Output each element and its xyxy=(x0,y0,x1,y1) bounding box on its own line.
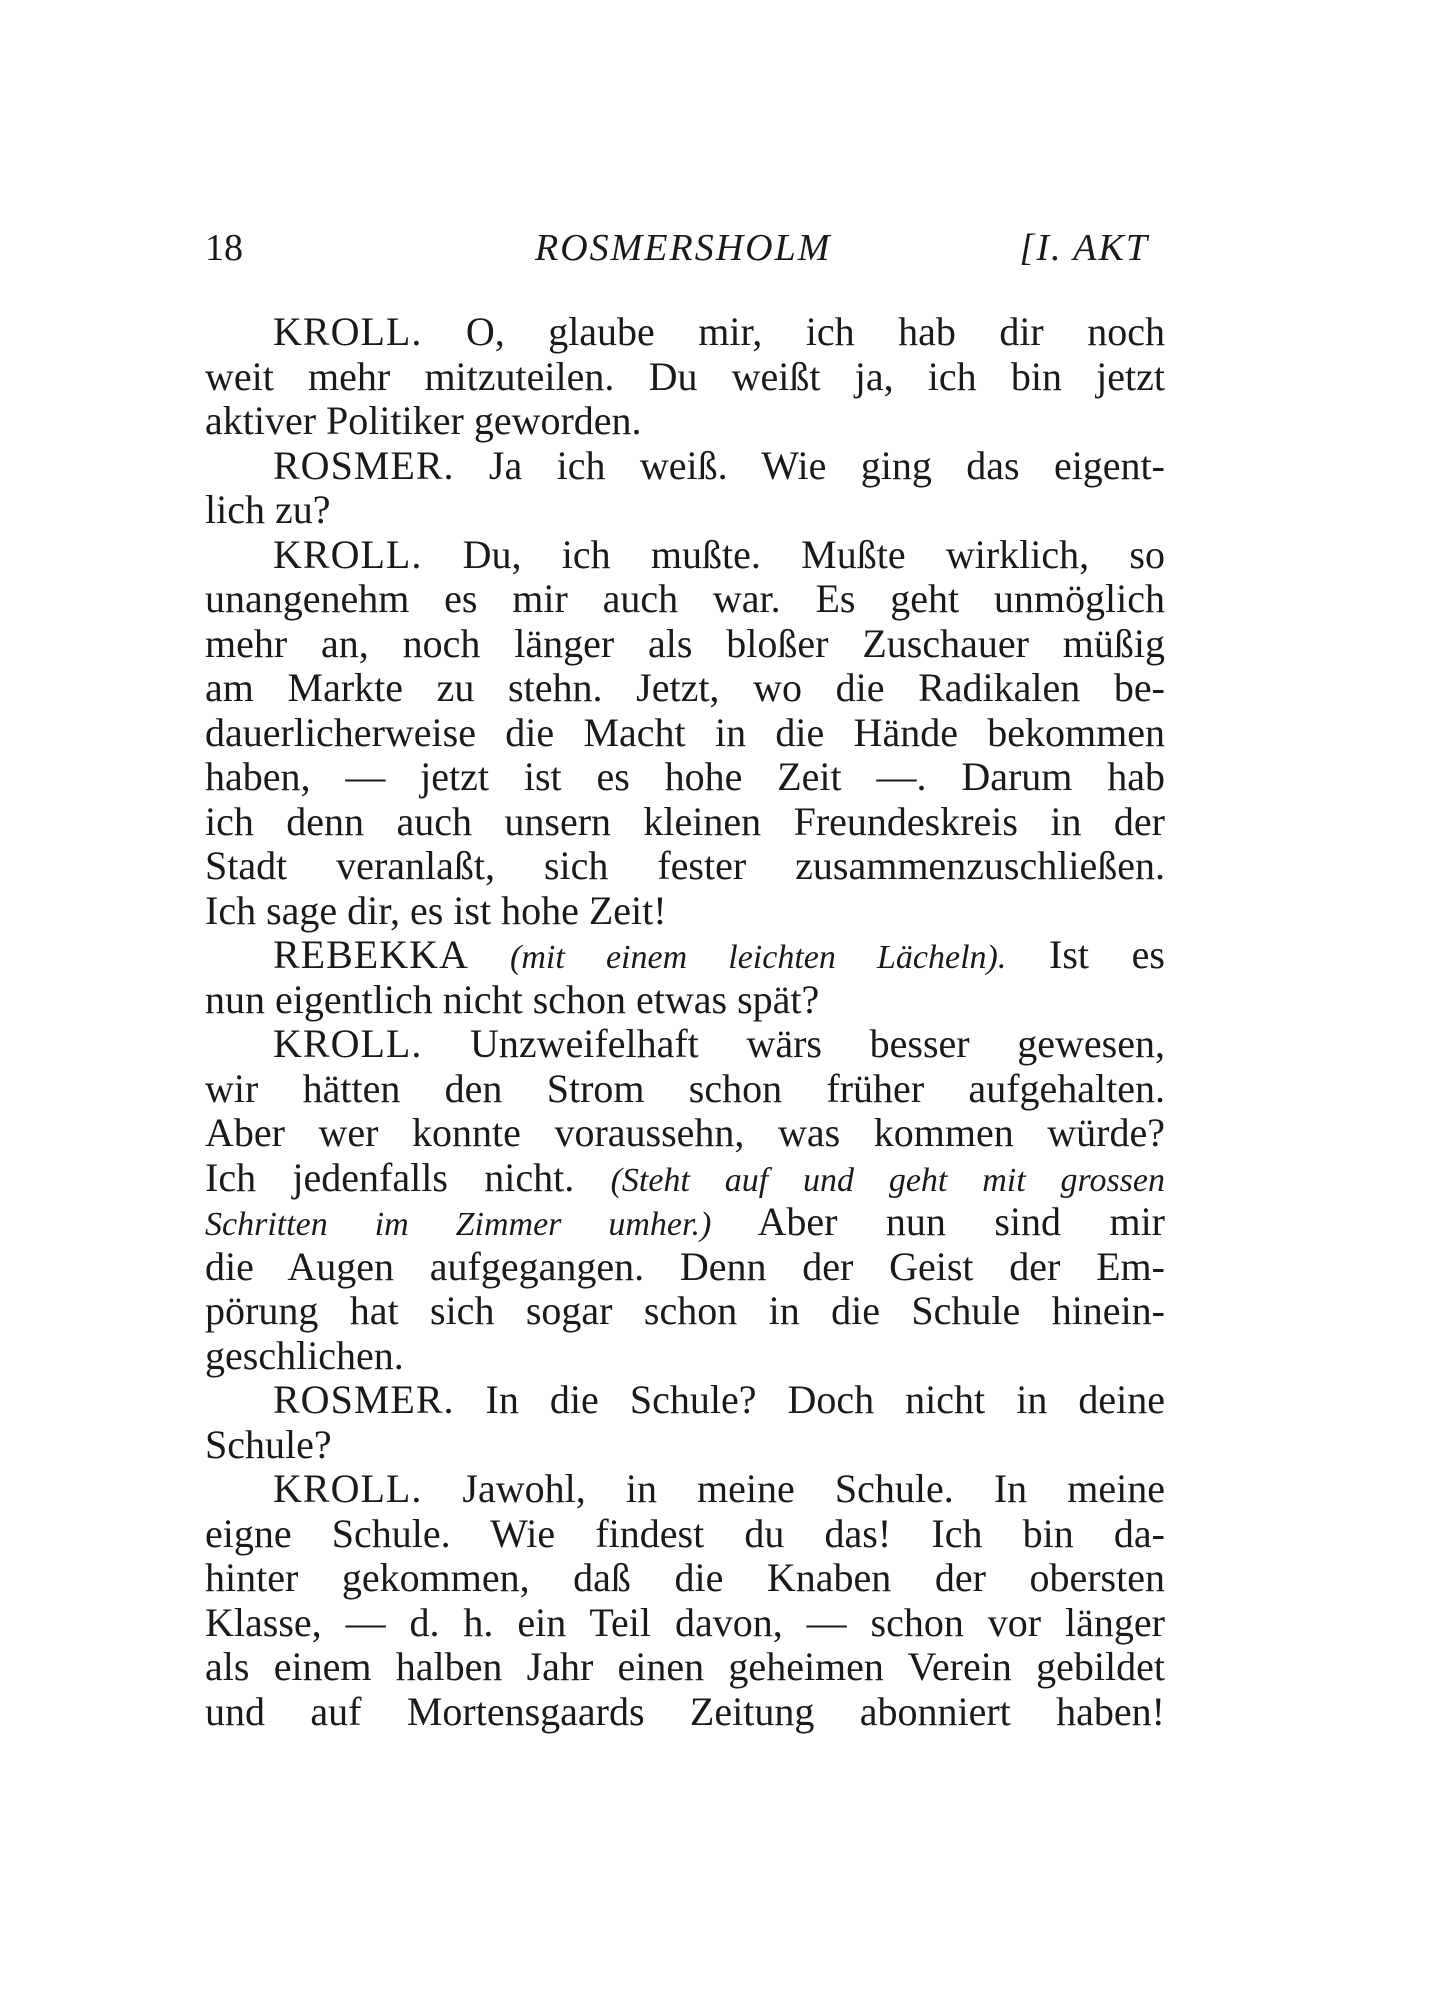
line-text: eigne Schule. Wie findest du das! Ich bin da- xyxy=(205,1510,1165,1556)
speaker-name: KROLL. xyxy=(273,1466,423,1511)
text-line xyxy=(205,755,1165,800)
line-text: die Augen aufgegangen. Denn der Geist der Em- xyxy=(205,1243,1165,1289)
line-text: O, glaube mir, ich hab dir noch xyxy=(422,309,1165,354)
line-text: Ja ich weiß. Wie ging das eigent- xyxy=(454,442,1165,488)
text-line xyxy=(205,1556,1165,1601)
text-line xyxy=(205,1423,1165,1468)
text-line xyxy=(205,889,1165,934)
line-text: dauerlicherweise die Macht in die Hände bekommen xyxy=(205,709,1165,755)
text-line xyxy=(205,1645,1165,1690)
text-line xyxy=(205,1334,1165,1379)
text-line xyxy=(205,1067,1165,1112)
running-header xyxy=(205,222,1157,274)
text-line xyxy=(205,1200,1165,1245)
text-line xyxy=(205,622,1165,667)
dialogue-text xyxy=(205,310,1165,1734)
running-title: ROSMERSHOLM xyxy=(535,227,832,269)
line-text: lich zu? xyxy=(205,487,331,532)
line-text: geschlichen. xyxy=(205,1332,404,1378)
line-text: haben, — jetzt ist es hohe Zeit —. Darum hab xyxy=(205,754,1165,799)
text-line xyxy=(205,444,1165,489)
text-line xyxy=(205,1512,1165,1557)
line-text: wir hätten den Strom schon früher aufgehalten. xyxy=(205,1065,1165,1111)
line-text: Klasse, — d. h. ein Teil davon, — schon vor länger xyxy=(205,1599,1165,1645)
text-line xyxy=(205,355,1165,400)
text-line xyxy=(205,933,1165,978)
text-line xyxy=(205,533,1165,578)
line-text: als einem halben Jahr einen geheimen Verein gebildet xyxy=(205,1644,1165,1689)
line-text: am Markte zu stehn. Jetzt, wo die Radikalen be- xyxy=(205,665,1165,710)
text-line xyxy=(205,978,1165,1023)
line-text: Aber nun sind mir xyxy=(711,1199,1166,1244)
stage-direction: (Steht auf und geht mit grossen xyxy=(610,1161,1166,1199)
speaker-name: ROSMER. xyxy=(273,1377,455,1422)
text-line xyxy=(205,844,1165,889)
text-line xyxy=(205,800,1165,845)
speaker-name: ROSMER. xyxy=(273,442,455,488)
text-line xyxy=(205,1022,1165,1067)
line-text: Stadt veranlaßt, sich fester zusammenzuschließen. xyxy=(205,843,1165,888)
text-line xyxy=(205,1601,1165,1646)
text-line xyxy=(205,711,1165,756)
text-line xyxy=(205,577,1165,622)
text-line xyxy=(205,1467,1165,1512)
text-line xyxy=(205,1690,1165,1735)
line-text: hinter gekommen, daß die Knaben der obersten xyxy=(205,1555,1165,1600)
text-line xyxy=(205,1156,1165,1201)
line-text: Schule? xyxy=(205,1421,332,1467)
line-text: Jawohl, in meine Schule. In meine xyxy=(422,1466,1165,1511)
line-text: weit mehr mitzuteilen. Du weißt ja, ich bin jetzt xyxy=(205,353,1165,399)
act-label: [I. AKT xyxy=(1019,227,1149,269)
line-text: und auf Mortensgaards Zeitung abonniert haben! xyxy=(205,1688,1165,1734)
line-text: aktiver Politiker geworden. xyxy=(205,398,642,443)
line-text: unangenehm es mir auch war. Es geht unmöglich xyxy=(205,576,1165,621)
line-text: pörung hat sich sogar schon in die Schule hinein- xyxy=(205,1288,1165,1333)
line-text: Aber wer konnte voraussehn, was kommen würde? xyxy=(205,1110,1165,1155)
page-number: 18 xyxy=(205,227,243,269)
line-text: In die Schule? Doch nicht in deine xyxy=(454,1377,1165,1422)
text-line xyxy=(205,1378,1165,1423)
line-text: ich denn auch unsern kleinen Freundeskreis in der xyxy=(205,798,1165,844)
speaker-name: KROLL. xyxy=(273,531,423,577)
line-text: Unzweifelhaft wärs besser gewesen, xyxy=(422,1021,1165,1066)
line-text: Ich sage dir, es ist hohe Zeit! xyxy=(205,887,667,933)
text-line xyxy=(205,310,1165,355)
stage-direction: Schritten im Zimmer umher.) xyxy=(205,1206,712,1243)
line-text: Ist es xyxy=(1006,932,1165,977)
text-line xyxy=(205,1111,1165,1156)
speaker-name: KROLL. xyxy=(273,309,423,354)
stage-direction: (mit einem leichten Lächeln). xyxy=(468,939,1007,976)
line-text: mehr an, noch länger als bloßer Zuschauer müßig xyxy=(205,620,1165,666)
text-line xyxy=(205,666,1165,711)
line-text: nun eigentlich nicht schon etwas spät? xyxy=(205,976,820,1022)
text-line xyxy=(205,1245,1165,1290)
text-line xyxy=(205,1289,1165,1334)
line-text: Du, ich mußte. Mußte wirklich, so xyxy=(422,531,1165,577)
line-text: Ich jedenfalls nicht. xyxy=(205,1154,611,1200)
speaker-name: REBEKKA xyxy=(273,932,469,977)
text-line xyxy=(205,488,1165,533)
speaker-name: KROLL. xyxy=(273,1021,423,1066)
text-line xyxy=(205,399,1165,444)
